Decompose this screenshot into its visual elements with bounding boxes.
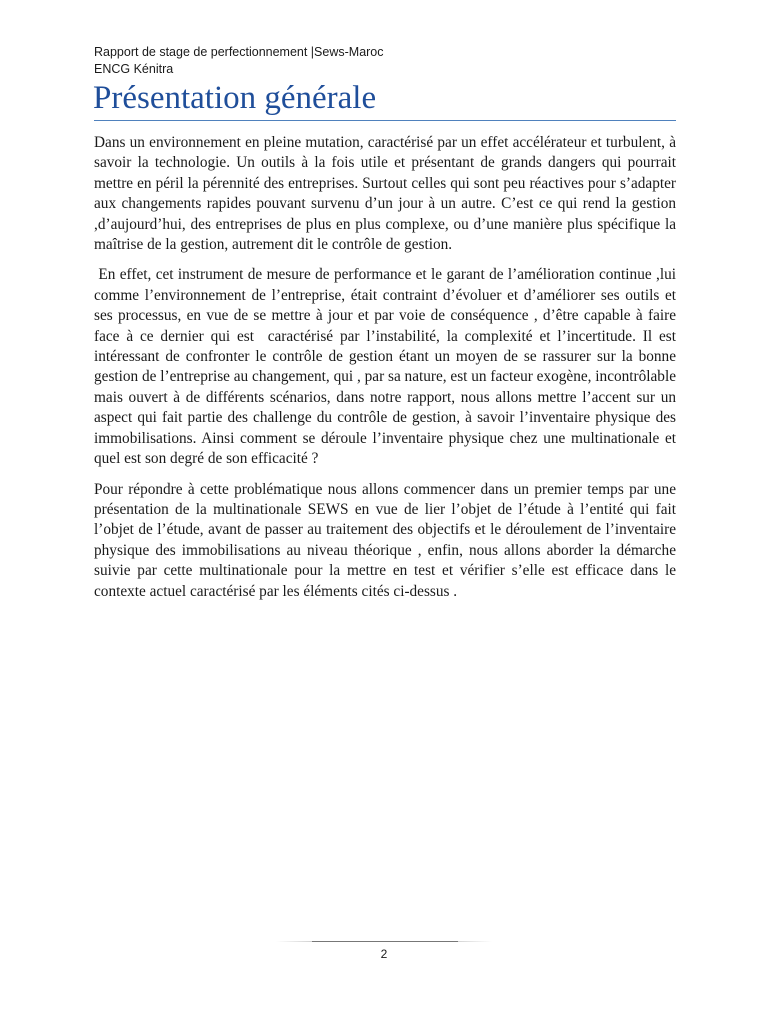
paragraph-2: En effet, cet instrument de mesure de performance et le garant de l’amélioration continue ,lui comme l’environnement de l’entreprise, était contraint d’évoluer et d’améliorer ses outils et ses processus, en vue de se mettre à jour et par voie de conséquence , d’être capable à faire face à ce dernier qui est caractérisé par l’instabilité, la complexité et l’incertitude. Il est intéressant de confronter le contrôle de gestion étant un moyen de se rassurer sur la bonne gestion de l’entreprise au changement, qui , par sa nature, est un facteur exogène, incontrôlable mais ouvert à de différents scénarios, dans notre rapport, nous allons mettre l’accent sur un aspect qui fait partie des challenge du contrôle de gestion, à savoir l’inventaire physique des immobilisations. Ainsi comment se déroule l’inventaire physique chez une multinationale et quel est son degré de son efficacité ? [94, 266, 680, 468]
footer-divider-center [312, 941, 458, 942]
body-text [94, 133, 680, 612]
page-title: Présentation générale [93, 80, 377, 116]
page-number: 2 [380, 947, 388, 961]
paragraph-3: Pour répondre à cette problématique nous allons commencer dans un premier temps par une présentation de la multinationale SEWS en vue de lier l’objet de l’étude à l’entité qui fait l’objet de l’étude, avant de passer au traitement des objectifs et le déroulement de l’inventaire physique des immobilisations au niveau théorique , enfin, nous allons aborder la démarche suivie par cette multinationale pour la mettre en test et vérifier s’elle est efficace dans le contexte actuel caractérisé par les éléments cités ci-dessus . [94, 480, 676, 600]
header-report-title: Rapport de stage de perfectionnement |Sews-Maroc [94, 45, 384, 59]
title-underline [94, 120, 676, 121]
running-header [94, 44, 384, 78]
header-school-name: ENCG Kénitra [94, 62, 174, 76]
paragraph-1: Dans un environnement en pleine mutation, caractérisé par un effet accélérateur et turbulent, à savoir la technologie. Un outils à la fois utile et présentant de grands dangers qui pourrait mettre en péril la pérennité des entreprises. Surtout celles qui sont peu réactives pour s’adapter aux changements rapides pouvant survenu d’un jour à un autre. C’est ce qui rend la gestion ,d’aujourd’hui, des entreprises de plus en plus complexe, ou d’une manière plus spécifique la maîtrise de la gestion, autrement dit le contrôle de gestion. [94, 134, 676, 254]
